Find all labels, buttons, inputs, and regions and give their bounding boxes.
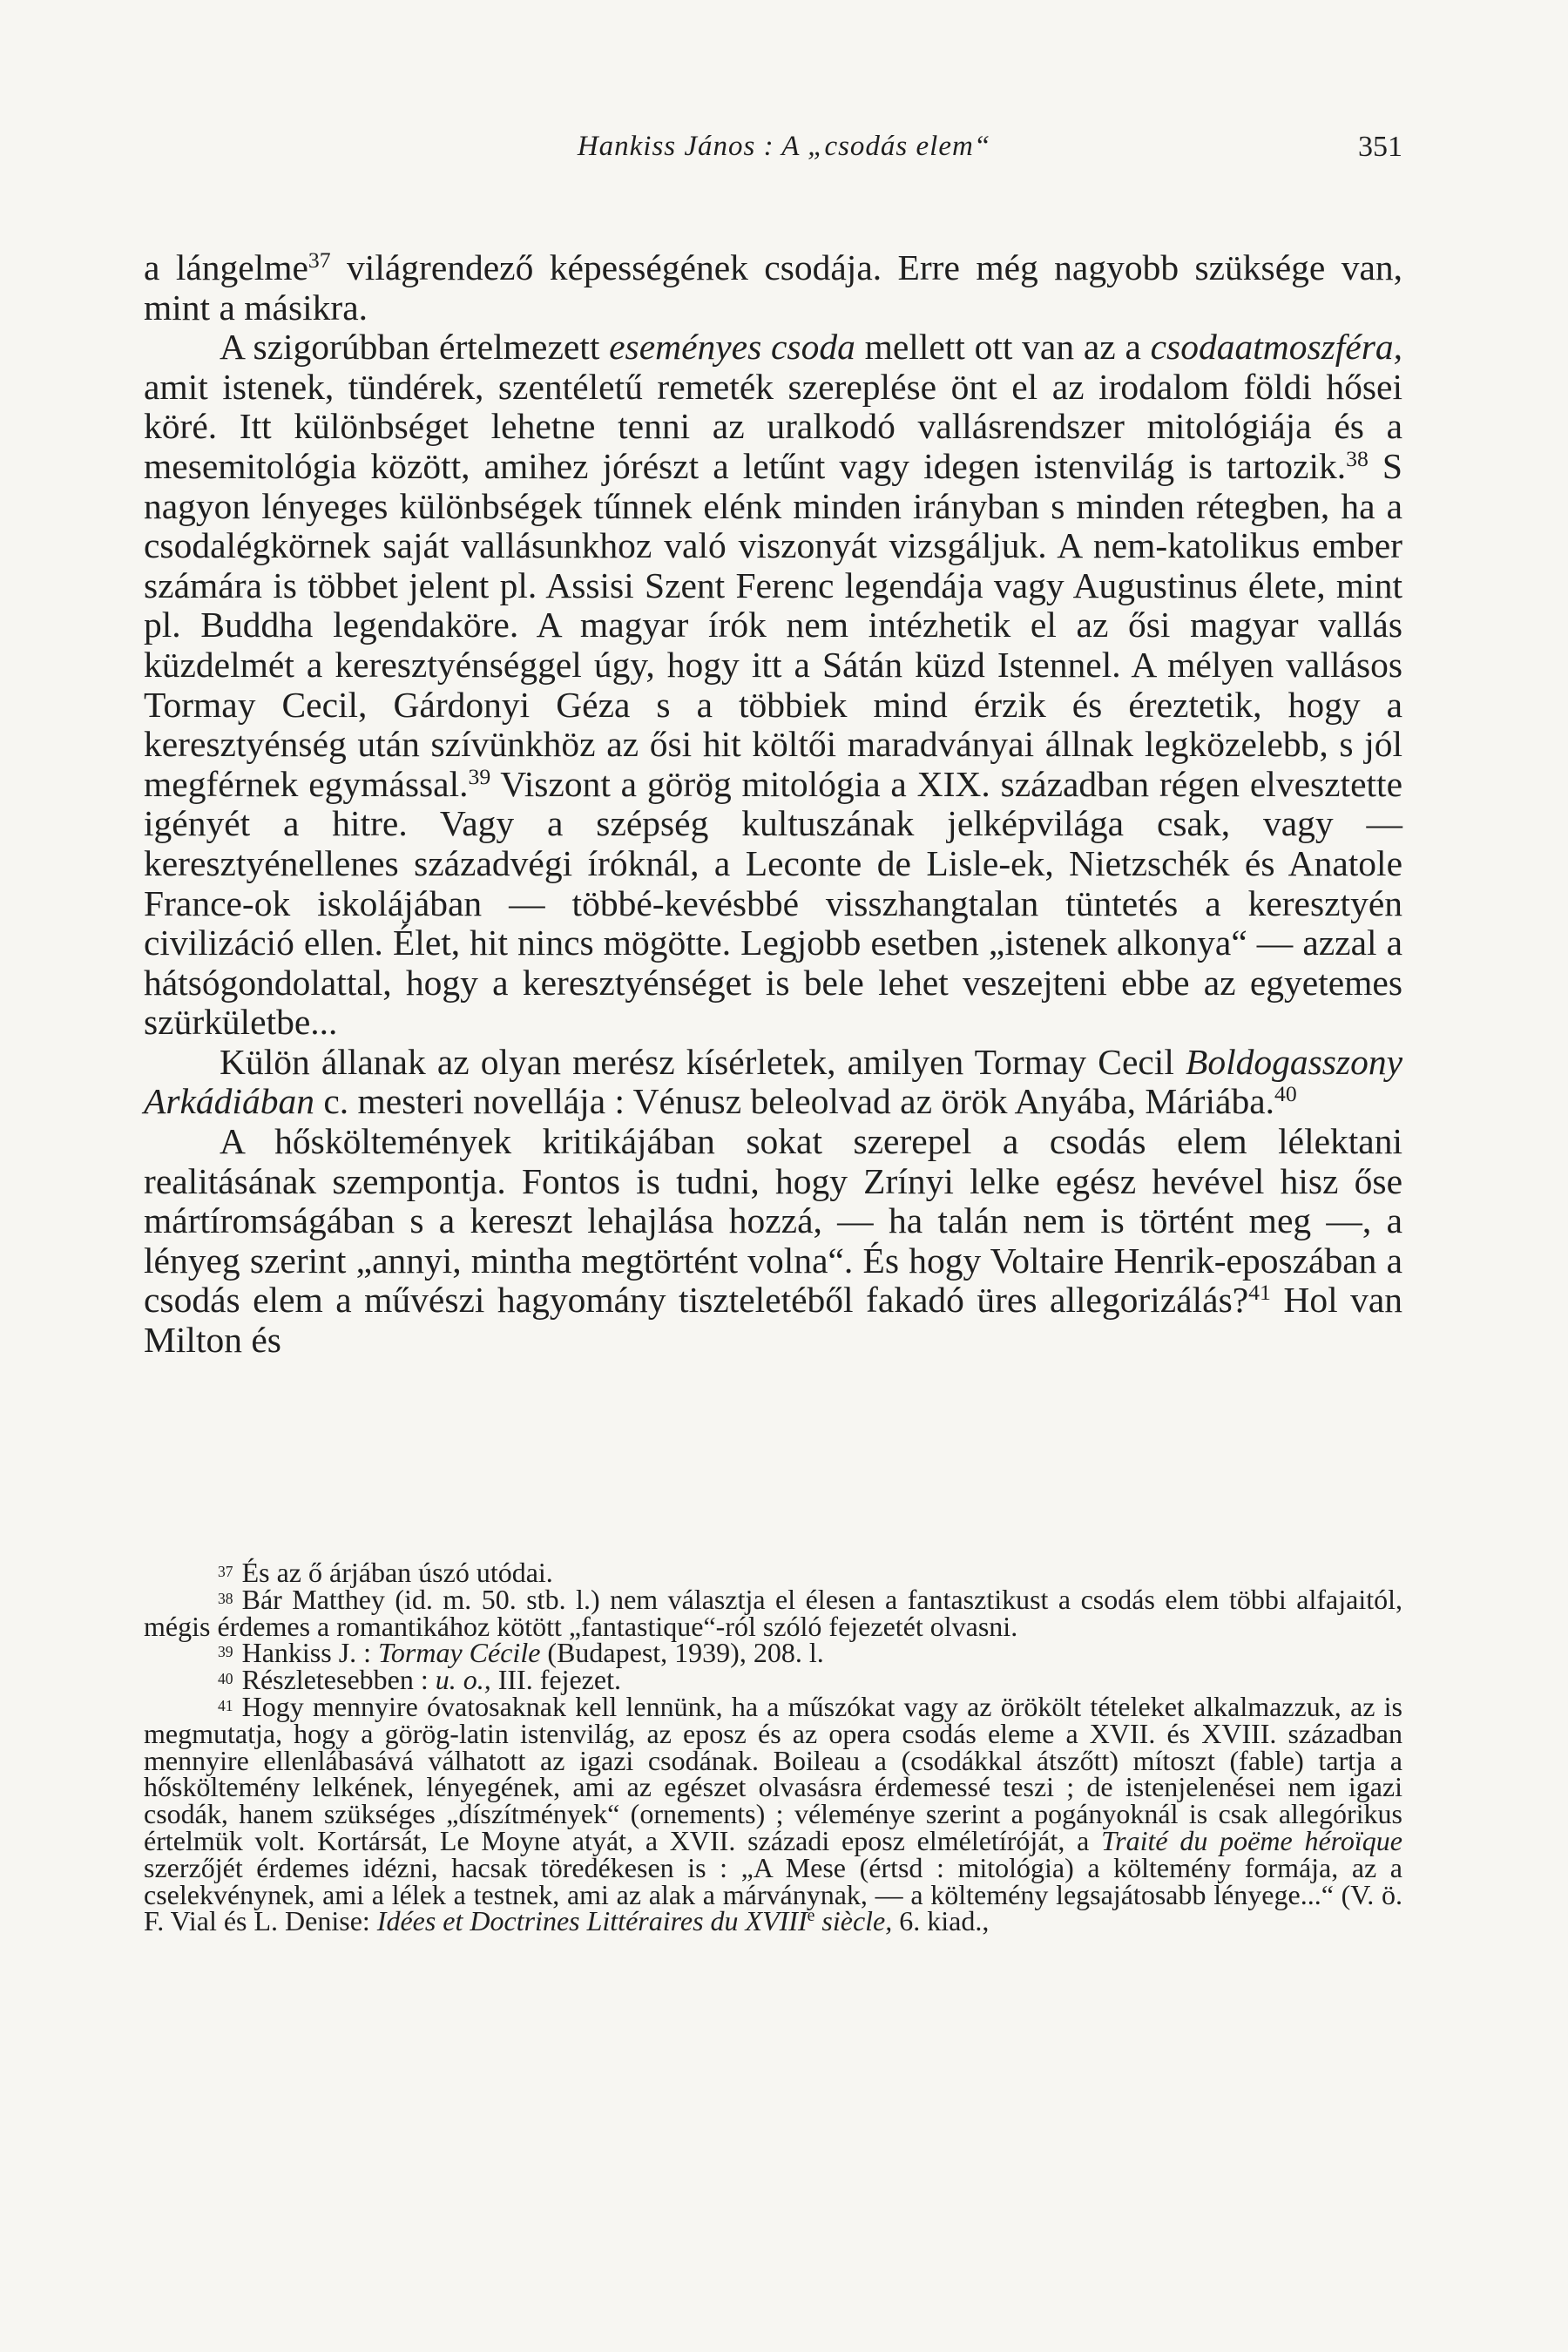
footnote-text: szerzőjét érdemes idézni, hacsak töredékesen is : „A Mese (értsd : mitológia) a költemény formája, az a cselekvénynek, ami a lélek a testnek, ami az alak a márványnak, — a költemény legsajátosabb lényege...“ (V. ö. F. Vial és L. Denise: — [144, 1851, 1402, 1937]
footnote-39 — [144, 1637, 1402, 1669]
paragraph-4 — [144, 1122, 1402, 1361]
paragraph-1 — [144, 248, 1402, 328]
italic-title: Boldogasszony Arkádiában — [144, 1041, 1402, 1122]
text-run: amit istenek, tündérek, szentéletű remeték szereplése önt el az irodalom földi hősei köré. Itt különbséget lehetne tenni az uralkodó vallásrendszer mitológiája és a mesemitológia között, amihez jórészt a letűnt vagy idegen istenvilág is tartozik. — [144, 366, 1402, 486]
italic-title: siècle, — [814, 1905, 893, 1937]
italic-title: Tormay Cécile — [378, 1637, 541, 1669]
text-run: Külön állanak az olyan merész kísérletek, amilyen Tormay Cecil — [220, 1041, 1186, 1082]
text-run: c. mesteri novellája : Vénusz beleolvad az örök Anyába, Máriába. — [314, 1081, 1274, 1122]
text-run: Hol van Milton és — [144, 1280, 1403, 1361]
main-text — [144, 248, 1402, 1361]
italic-abbrev: u. o., — [435, 1664, 491, 1696]
text-run: mellett ott van az a — [855, 327, 1151, 368]
page-number: 351 — [1358, 131, 1402, 163]
footnote-ref-41: 41 — [1248, 1280, 1271, 1306]
text-run: a lángelme — [144, 247, 308, 287]
page-header — [166, 131, 1402, 171]
footnote-38 — [144, 1583, 1402, 1642]
superscript-e: e — [807, 1906, 815, 1926]
footnote-ref-40: 40 — [1274, 1081, 1297, 1107]
paragraph-2 — [144, 328, 1402, 1043]
footnote-text: Hogy mennyire óvatosaknak kell lennünk, ha a műszókat vagy az örökölt tételeket alkalmazzuk, az is megmutatja, hogy a görög-latin istenvilág, az eposz és az opera csodás eleme a XVII. és XVIII. században mennyire ellenlábasává válhatott az igazi csodának. Boileau a (csodákkal átszőtt) mítoszt (fable) tartja a hősköltemény lelkének, lényegének, ami az egészet olvasásra érdemessé teszi ; de istenjelenései nem igazi csodák, hanem szükséges „díszítmények“ (ornements) ; véleménye szerint a pogányoknál is csak allegórikus értelmük volt. Kortársát, Le Moyne atyát, a XVII. századi eposz elméletíróját, a — [144, 1690, 1402, 1856]
footnote-text: Részletesebben : — [241, 1664, 436, 1696]
italic-term: csodaatmoszféra, — [1150, 327, 1402, 368]
italic-title: Traité du poëme héroïque — [1101, 1824, 1403, 1856]
text-run: világrendező képességének csodája. Erre még nagyobb szüksége van, mint a másikra. — [144, 247, 1402, 328]
text-run: Viszont a görög mitológia a XIX. században régen elvesztette igényét a hitre. Vagy a szépség kultuszának jelképvilága csak, vagy — keresztyénellenes századvégi íróknál, a Leconte de Lisle-ek, Nietzschék és Anatole France-ok iskolájában — többé-kevésbbé visszhangtalan tüntetés a keresztyén civilizáció ellen. Élet, hit nincs mögötte. Legjobb esetben „istenek alkonya“ — azzal a hátsógondolattal, hogy a keresztyénséget is bele lehet veszejteni ebbe az egyetemes szürkületbe... — [144, 763, 1402, 1043]
footnote-ref-38: 38 — [1346, 445, 1369, 471]
italic-title: Idées et Doctrines Littéraires du XVIII — [376, 1905, 808, 1937]
footnote-text: Hankiss J. : — [241, 1637, 379, 1669]
text-run: S nagyon lényeges különbségek tűnnek elénk minden irányban s minden rétegben, ha a csodalégkörnek saját vallásunkhoz való viszonyát vizsgáljuk. A nem-katolikus ember számára is többet jelent pl. Assisi Szent Ferenc legendája vagy Augustinus élete, mint pl. Buddha legendaköre. A magyar írók nem intézhetik el az ősi magyar vallás küzdelmét a keresztyénséggel úgy, hogy itt a Sátán küzd Istennel. A mélyen vallásos Tormay Cecil, Gárdonyi Géza s a többiek mind érzik és éreztetik, hogy a keresztyénség után szívünkhöz az ősi hit költői maradványai állnak legközelebb, s jól megférnek egymással. — [144, 445, 1402, 804]
footnote-text: És az ő árjában úszó utódai. — [241, 1557, 553, 1588]
footnote-text: 6. kiad., — [892, 1905, 990, 1937]
footnote-41 — [144, 1690, 1403, 1937]
footnote-text: (Budapest, 1939), 208. l. — [540, 1637, 824, 1669]
footnotes — [144, 1559, 1402, 1935]
running-title: Hankiss János : A „csodás elem“ — [577, 131, 991, 162]
footnote-mark: 37 — [218, 1562, 233, 1580]
footnote-ref-39: 39 — [468, 763, 491, 789]
italic-term: eseményes csoda — [609, 327, 855, 368]
footnote-mark: 41 — [218, 1696, 233, 1714]
footnote-ref-37: 37 — [308, 247, 331, 273]
footnote-mark: 39 — [218, 1643, 233, 1661]
footnote-text: III. fejezet. — [490, 1664, 621, 1696]
text-run: A hősköltemények kritikájában sokat szerepel a csodás elem lélektani realitásának szempontja. Fontos is tudni, hogy Zrínyi lelke egész hevével hisz őse mártíromságában s a kereszt lehajlása hozzá, — ha talán nem is történt meg —, a lényeg szerint „annyi, mintha megtörtént volna“. És hogy Voltaire Henrik-eposzában a csodás elem a művészi hagyomány tiszteletéből fakadó üres allegorizálás? — [144, 1121, 1402, 1321]
footnote-37 — [144, 1559, 1402, 1586]
footnote-text: Bár Matthey (id. m. 50. stb. l.) nem választja el élesen a fantasztikust a csodás elem többi alfajaitól, mégis érdemes a romantikához kötött „fantastique“-ról szóló fejezetét olvasni. — [144, 1583, 1402, 1642]
paragraph-3 — [144, 1043, 1402, 1122]
footnote-mark: 40 — [218, 1670, 233, 1688]
text-run: A szigorúbban értelmezett — [220, 327, 610, 368]
footnote-40 — [144, 1664, 1402, 1696]
footnote-mark: 38 — [218, 1589, 233, 1607]
